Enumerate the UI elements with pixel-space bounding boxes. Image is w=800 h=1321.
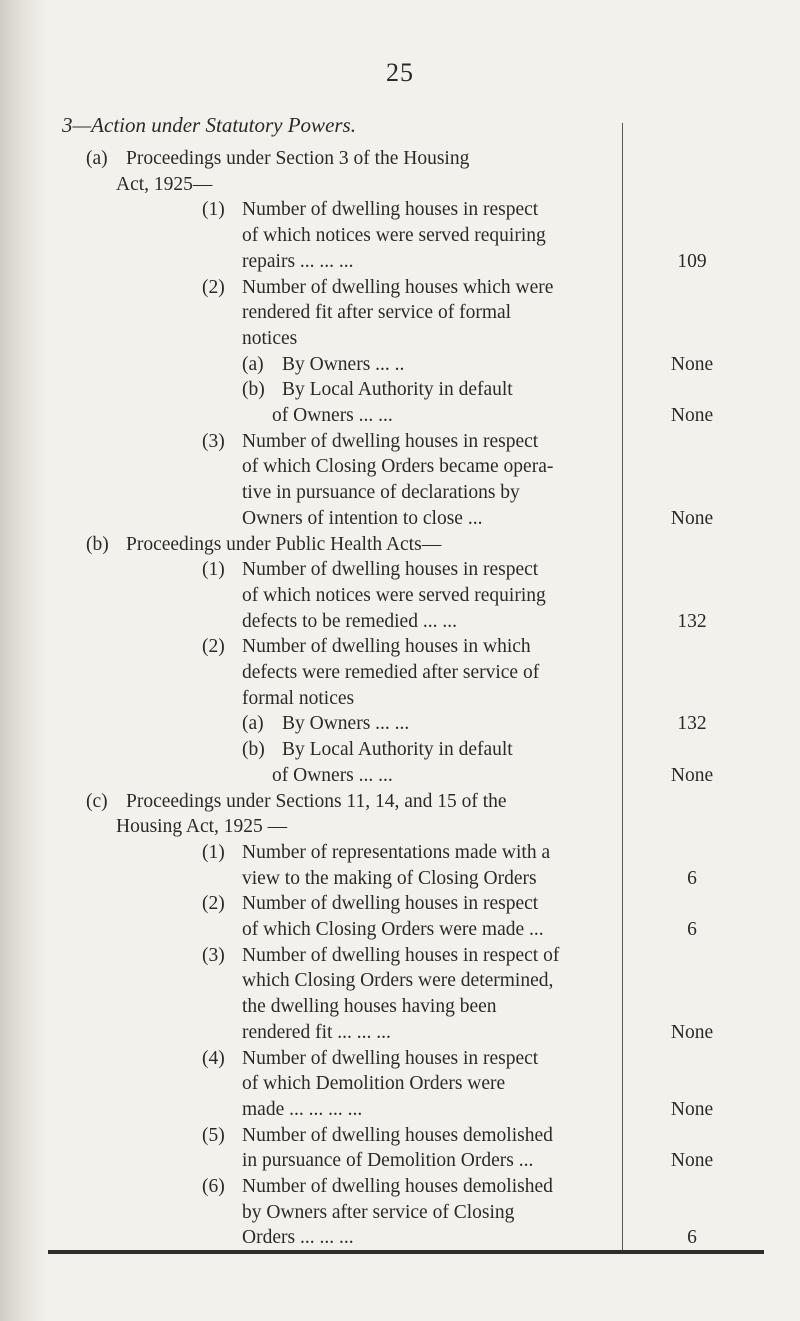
report-line bbox=[0, 146, 620, 172]
item-label: (5) bbox=[202, 1124, 225, 1146]
item-text: made ... ... ... ... bbox=[242, 1098, 363, 1120]
item-text: of which notices were served requiring bbox=[242, 584, 546, 606]
item-text: Owners of intention to close ... bbox=[242, 507, 483, 529]
bottom-rule bbox=[48, 1250, 764, 1254]
item-label: (2) bbox=[202, 636, 225, 658]
report-line bbox=[0, 994, 620, 1020]
report-line bbox=[0, 968, 620, 994]
item-text: tive in pursuance of declarations by bbox=[242, 482, 520, 504]
item-text: By Local Authority in default bbox=[282, 379, 513, 401]
item-text: of Owners ... ... bbox=[272, 764, 393, 786]
item-text: By Local Authority in default bbox=[282, 739, 513, 761]
report-line bbox=[0, 840, 620, 866]
item-label: (b) bbox=[242, 739, 265, 761]
column-divider bbox=[622, 123, 623, 1253]
item-text: of Owners ... ... bbox=[272, 405, 393, 426]
item-text: rendered fit ... ... ... bbox=[242, 1021, 391, 1043]
item-text: the dwelling houses having been bbox=[242, 996, 497, 1018]
item-text: Act, 1925— bbox=[116, 173, 213, 195]
report-line bbox=[0, 300, 620, 326]
item-text: Number of dwelling houses demolished bbox=[242, 1124, 553, 1146]
item-text: notices bbox=[242, 327, 298, 349]
item-text: Number of dwelling houses which were bbox=[242, 276, 554, 298]
report-line bbox=[0, 1020, 620, 1046]
item-text: Housing Act, 1925 — bbox=[116, 816, 288, 838]
report-line bbox=[0, 480, 620, 506]
item-value: 6 bbox=[687, 867, 697, 889]
item-text: of which Closing Orders were made ... bbox=[242, 919, 544, 940]
item-text: by Owners after service of Closing bbox=[242, 1201, 515, 1223]
item-text: which Closing Orders were determined, bbox=[242, 970, 554, 992]
item-value: None bbox=[670, 764, 714, 786]
item-value: 132 bbox=[677, 713, 707, 735]
item-text: By Owners ... .. bbox=[282, 353, 405, 375]
item-label: (3) bbox=[202, 944, 225, 966]
report-line bbox=[0, 1174, 620, 1200]
item-value: 6 bbox=[687, 919, 697, 940]
item-label: (1) bbox=[202, 199, 225, 221]
item-label: (2) bbox=[202, 276, 225, 298]
item-text: defects to be remedied ... ... bbox=[242, 610, 457, 632]
item-text: of which Demolition Orders were bbox=[242, 1073, 506, 1095]
item-value: None bbox=[670, 507, 714, 529]
item-label: (6) bbox=[202, 1176, 225, 1197]
item-text: Number of dwelling houses in which bbox=[242, 636, 531, 658]
report-line bbox=[0, 1148, 620, 1174]
item-value: None bbox=[670, 353, 714, 375]
report-line bbox=[0, 403, 620, 429]
report-line bbox=[0, 223, 620, 249]
item-text: formal notices bbox=[242, 687, 355, 709]
report-line bbox=[0, 763, 620, 789]
item-text: Number of dwelling houses in respect bbox=[242, 430, 539, 452]
item-label: (4) bbox=[202, 1047, 225, 1069]
item-text: view to the making of Closing Orders bbox=[242, 867, 537, 889]
item-value: 6 bbox=[687, 1227, 697, 1249]
report-line bbox=[0, 1046, 620, 1072]
report-line bbox=[0, 532, 620, 558]
item-label: (b) bbox=[242, 379, 265, 401]
item-label: (1) bbox=[202, 559, 225, 581]
section-title: 3—Action under Statutory Powers. bbox=[62, 113, 356, 137]
item-text: of which notices were served requiring bbox=[242, 225, 546, 247]
item-text: Proceedings under Public Health Acts— bbox=[126, 533, 442, 555]
item-label: (a) bbox=[242, 353, 264, 375]
report-line bbox=[0, 1225, 620, 1251]
item-value: 132 bbox=[677, 610, 707, 632]
item-text: Number of dwelling houses in respect bbox=[242, 199, 539, 221]
report-line bbox=[0, 1071, 620, 1097]
report-line bbox=[0, 943, 620, 969]
item-value: None bbox=[670, 405, 714, 426]
report-line bbox=[0, 711, 620, 737]
report-line bbox=[0, 891, 620, 917]
report-line bbox=[0, 609, 620, 635]
item-label: (a) bbox=[242, 713, 264, 735]
report-line bbox=[0, 814, 620, 840]
report-line bbox=[0, 377, 620, 403]
item-value: None bbox=[670, 1150, 714, 1172]
report-line bbox=[0, 557, 620, 583]
report-line bbox=[0, 583, 620, 609]
item-value: None bbox=[670, 1021, 714, 1043]
report-line bbox=[0, 634, 620, 660]
report-line bbox=[0, 1123, 620, 1149]
report-line bbox=[0, 197, 620, 223]
item-text: Proceedings under Section 3 of the Housing bbox=[126, 148, 470, 169]
item-text: Number of dwelling houses demolished bbox=[242, 1176, 553, 1197]
item-text: defects were remedied after service of bbox=[242, 662, 540, 683]
report-line bbox=[0, 454, 620, 480]
report-line bbox=[0, 660, 620, 686]
item-label: (b) bbox=[86, 533, 109, 555]
item-text: Number of dwelling houses in respect bbox=[242, 1047, 539, 1069]
item-text: Number of dwelling houses in respect of bbox=[242, 944, 560, 966]
report-line bbox=[0, 249, 620, 275]
item-label: (1) bbox=[202, 841, 225, 863]
report-line bbox=[0, 429, 620, 455]
item-text: By Owners ... ... bbox=[282, 713, 410, 735]
item-value: None bbox=[670, 1098, 714, 1120]
item-label: (a) bbox=[86, 148, 108, 169]
item-text: Number of representations made with a bbox=[242, 841, 551, 863]
report-line bbox=[0, 1097, 620, 1123]
item-text: in pursuance of Demolition Orders ... bbox=[242, 1150, 534, 1172]
report-line bbox=[0, 352, 620, 378]
report-line bbox=[0, 1200, 620, 1226]
item-text: Number of dwelling houses in respect bbox=[242, 893, 539, 915]
item-label: (2) bbox=[202, 893, 225, 915]
report-line bbox=[0, 172, 620, 198]
report-line bbox=[0, 326, 620, 352]
report-line bbox=[0, 737, 620, 763]
report-line bbox=[0, 866, 620, 892]
report-line bbox=[0, 506, 620, 532]
report-line bbox=[0, 686, 620, 712]
report-line bbox=[0, 275, 620, 301]
report-line bbox=[0, 789, 620, 815]
item-text: Proceedings under Sections 11, 14, and 15 of the bbox=[126, 790, 507, 812]
item-label: (3) bbox=[202, 430, 225, 452]
item-label: (c) bbox=[86, 790, 108, 812]
report-line bbox=[0, 917, 620, 943]
item-text: Orders ... ... ... bbox=[242, 1227, 354, 1249]
item-text: rendered fit after service of formal bbox=[242, 302, 512, 324]
item-text: repairs ... ... ... bbox=[242, 250, 354, 272]
item-value: 109 bbox=[677, 250, 707, 272]
item-text: Number of dwelling houses in respect bbox=[242, 559, 539, 581]
item-text: of which Closing Orders became opera- bbox=[242, 456, 554, 478]
page-number: 25 bbox=[386, 58, 414, 87]
